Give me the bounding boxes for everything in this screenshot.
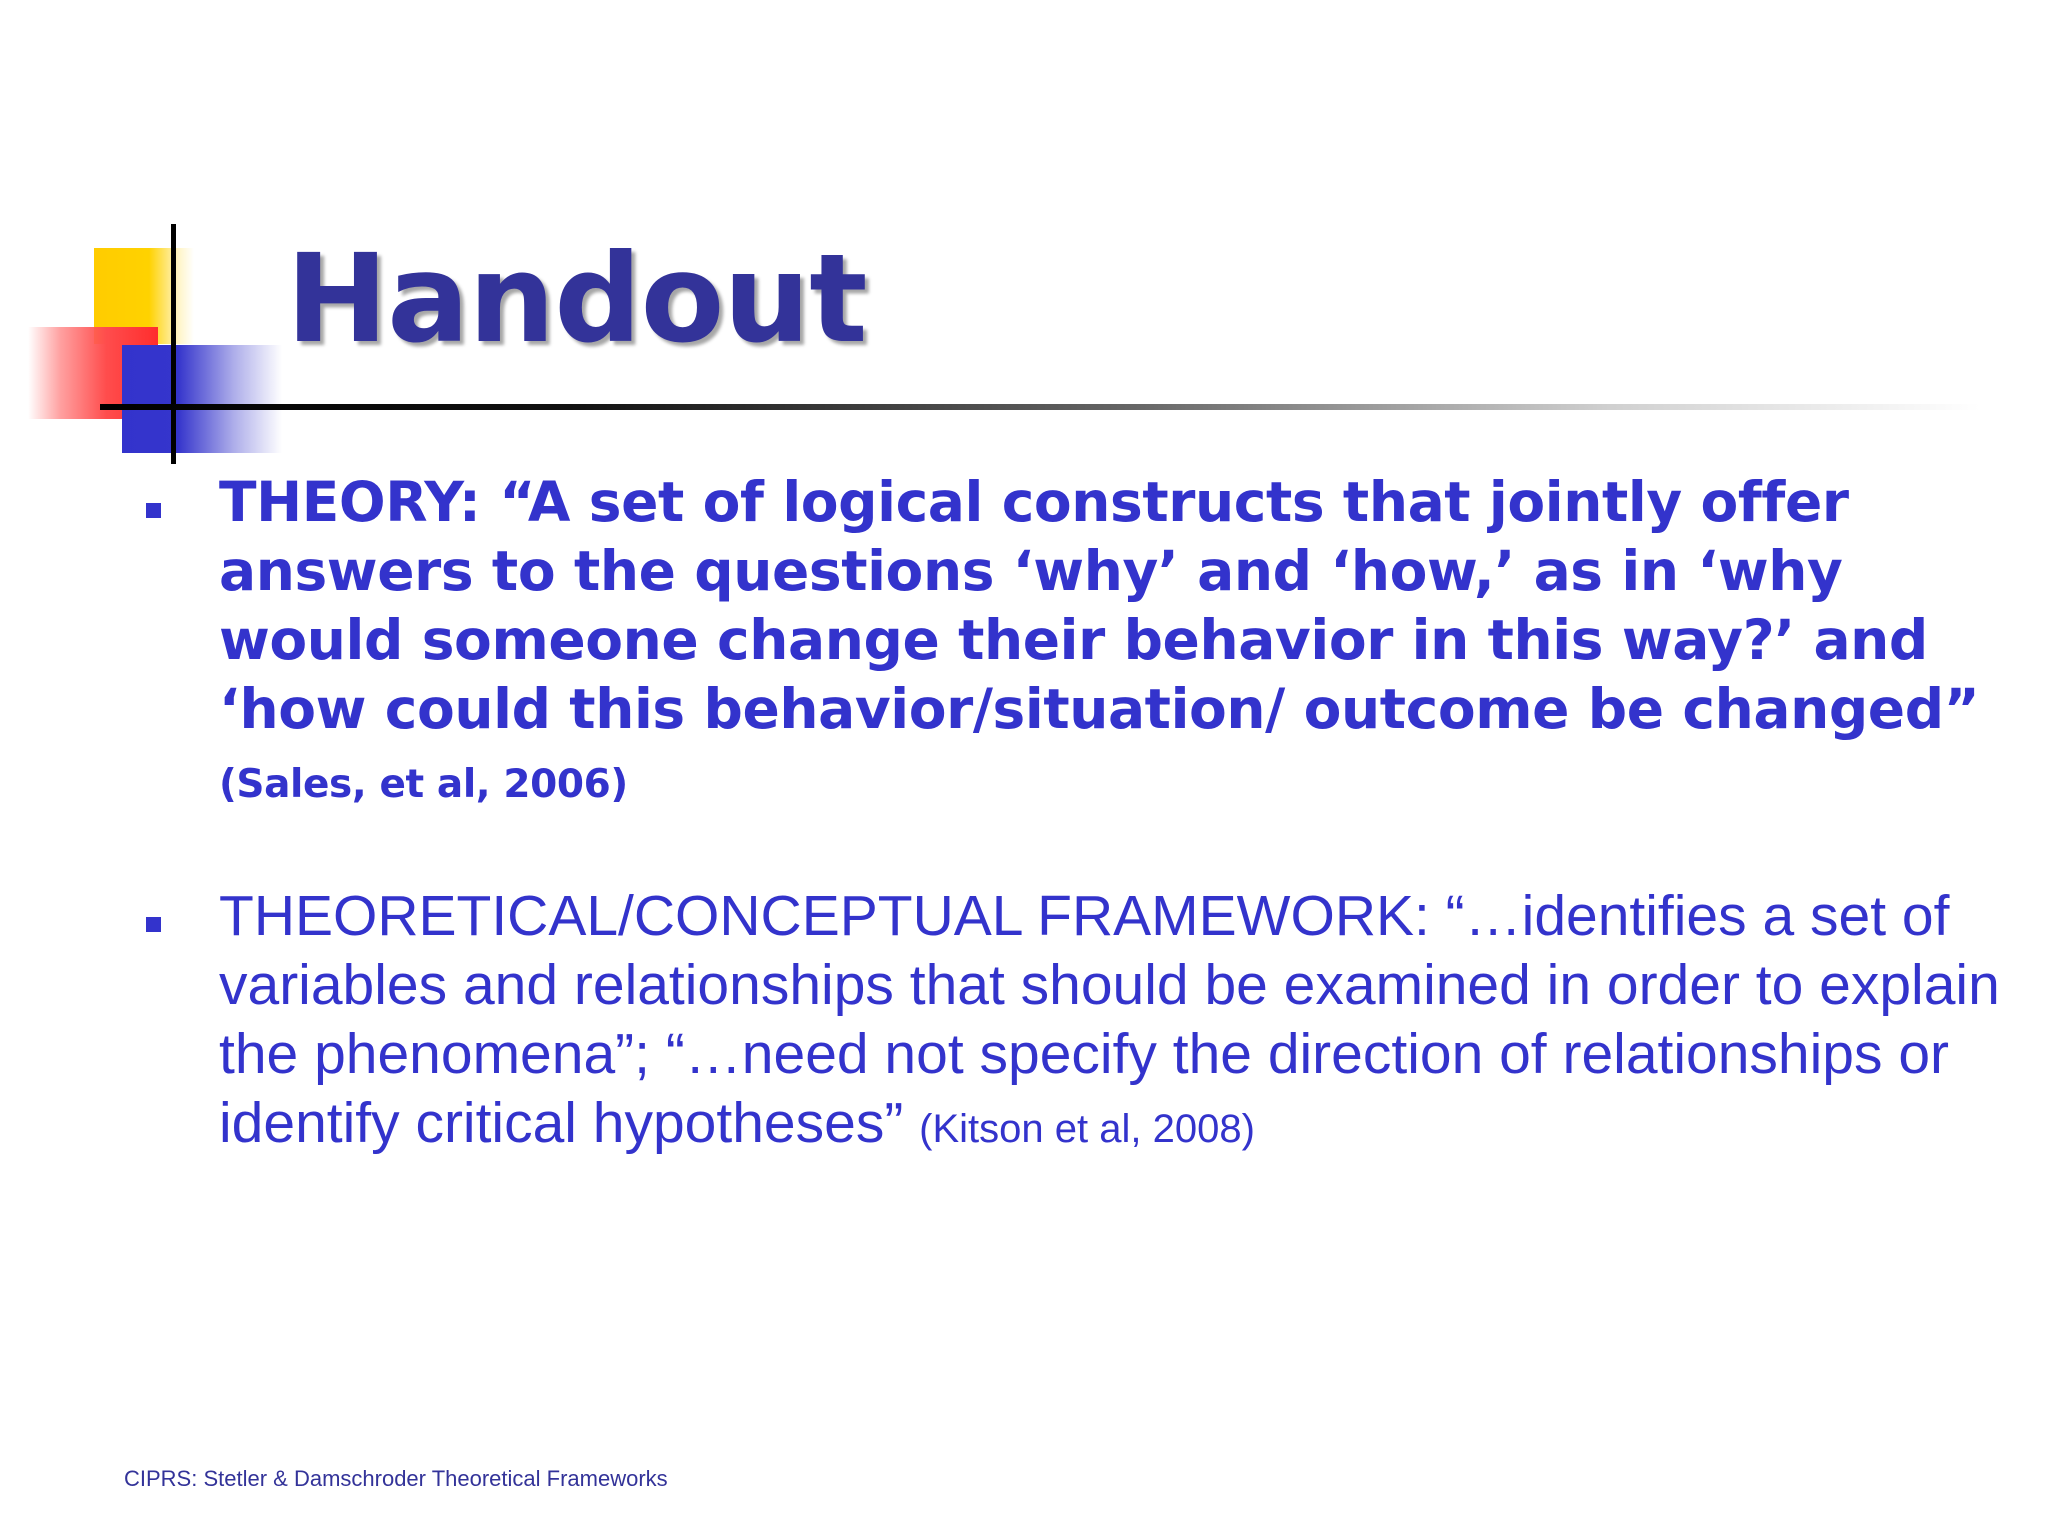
vertical-rule [171,224,176,464]
blue-square [122,345,282,453]
bullet-framework [219,882,2009,1164]
bullet-citation: (Kitson et al, 2008) [919,1107,1255,1151]
bullet-theory [219,468,2009,819]
bullet-square-icon [146,503,161,518]
slide-footer: CIPRS: Stetler & Damschroder Theoretical Frameworks [124,1466,668,1491]
bullet-square-icon [146,917,161,932]
bullet-text: THEORY: “A set of logical constructs that jointly offer answers to the questions ‘why’ and ‘how,’ as in ‘why would someone change their behavior in this way?’ and ‘how could this behavior/situation/ outcome be changed” [219,470,1980,741]
horizontal-rule [100,404,1980,410]
bullet-citation: (Sales, et al, 2006) [219,762,628,807]
slide-title: Handout [286,228,867,370]
bullet-text: THEORETICAL/CONCEPTUAL FRAMEWORK: “…identifies a set of variables and relationships that should be examined in order to explain the phenomena”; “…need not specify the direction of relationships or identify critical hypotheses” [219,884,2000,1155]
